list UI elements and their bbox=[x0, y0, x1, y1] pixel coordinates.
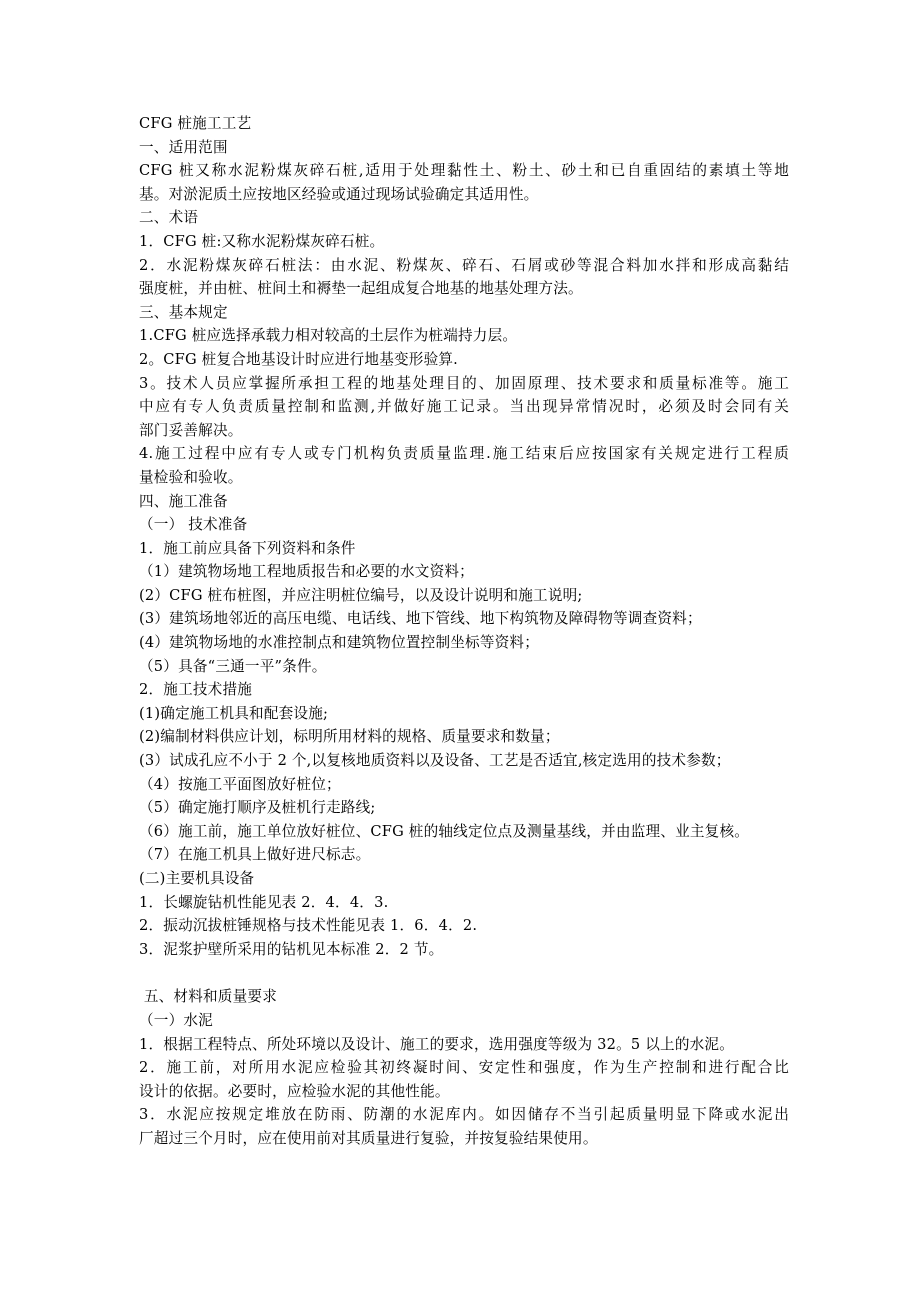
section-heading: 二、术语 bbox=[139, 209, 199, 227]
list-item-continuation: 中应有专人负责质量控制和监测,并做好施工记录。当出现异常情况时，必须及时会同有关 bbox=[139, 398, 789, 416]
list-item-continuation: 部门妥善解决。 bbox=[139, 421, 243, 439]
list-item: 1.CFG 桩应选择承载力相对较高的土层作为桩端持力层。 bbox=[139, 327, 518, 345]
sub-list-item: （6）施工前，施工单位放好桩位、CFG 桩的轴线定位点及测量基线，并由监理、业主复核。 bbox=[139, 822, 750, 840]
list-item: 2．振动沉拔桩锤规格与技术性能见表 1．6．4．2. bbox=[139, 917, 478, 935]
subsection-heading: （一） 技术准备 bbox=[139, 516, 248, 534]
list-item: 3．水泥应按规定堆放在防雨、防潮的水泥库内。如因储存不当引起质量明显下降或水泥出 bbox=[139, 1106, 789, 1124]
paragraph-line: CFG 桩又称水泥粉煤灰碎石桩,适用于处理黏性土、粉土、砂土和已自重固结的素填土等地 bbox=[139, 162, 789, 180]
section-heading: 五、材料和质量要求 bbox=[139, 988, 277, 1006]
document-body bbox=[139, 112, 789, 1151]
sub-list-item: (2）CFG 桩布桩图，并应注明桩位编号，以及设计说明和施工说明; bbox=[139, 586, 583, 604]
sub-list-item: （5）具备“三通一平”条件。 bbox=[139, 657, 327, 675]
sub-list-item: (1)确定施工机具和配套设施; bbox=[139, 704, 329, 722]
sub-list-item: （1）建筑物场地工程地质报告和必要的水文资料； bbox=[139, 563, 474, 581]
list-item: 2．施工技术措施 bbox=[139, 681, 253, 699]
list-item: 2．水泥粉煤灰碎石桩法：由水泥、粉煤灰、碎石、石屑或砂等混合料加水拌和形成高黏结 bbox=[139, 256, 789, 274]
list-item: 3。技术人员应掌握所承担工程的地基处理目的、加固原理、技术要求和质量标准等。施工 bbox=[139, 374, 789, 392]
document-title: CFG 桩施工工艺 bbox=[139, 115, 252, 132]
list-item-continuation: 设计的依据。必要时，应检验水泥的其他性能。 bbox=[139, 1082, 450, 1100]
subsection-heading: (二)主要机具设备 bbox=[139, 870, 255, 887]
paragraph-line: 基。对淤泥质土应按地区经验或通过现场试验确定其适用性。 bbox=[139, 185, 539, 203]
list-item: 1．CFG 桩:又称水泥粉煤灰碎石桩。 bbox=[139, 232, 385, 250]
subsection-heading: （一）水泥 bbox=[139, 1011, 213, 1029]
list-item-continuation: 量检验和验收。 bbox=[139, 468, 243, 486]
sub-list-item: (3）建筑场地邻近的高压电缆、电话线、地下管线、地下构筑物及障碍物等调查资料； bbox=[139, 610, 702, 628]
sub-list-item: （5）确定施打顺序及桩机行走路线; bbox=[139, 799, 376, 817]
section-heading: 一、适用范围 bbox=[139, 138, 228, 156]
list-item: 2．施工前，对所用水泥应检验其初终凝时间、安定性和强度，作为生产控制和进行配合比 bbox=[139, 1059, 789, 1077]
list-item: 1．长螺旋钻机性能见表 2．4．4．3. bbox=[139, 893, 389, 911]
list-item-continuation: 厂超过三个月时，应在使用前对其质量进行复验，并按复验结果使用。 bbox=[139, 1129, 598, 1147]
list-item-continuation: 强度桩，并由桩、桩间土和褥垫一起组成复合地基的地基处理方法。 bbox=[139, 280, 583, 298]
sub-list-item: (3）试成孔应不小于 2 个,以复核地质资料以及设备、工艺是否适宜,核定选用的技术参数； bbox=[139, 752, 731, 770]
sub-list-item: （4）按施工平面图放好桩位； bbox=[139, 775, 341, 793]
paragraph-gap bbox=[139, 961, 789, 985]
list-item: 1．施工前应具备下列资料和条件 bbox=[139, 539, 356, 557]
sub-list-item: (2)编制材料供应计划，标明所用材料的规格、质量要求和数量； bbox=[139, 728, 560, 746]
sub-list-item: （7）在施工机具上做好进尺标志。 bbox=[139, 846, 371, 864]
list-item: 3．泥浆护壁所采用的钻机见本标准 2．2 节。 bbox=[139, 940, 444, 958]
section-heading: 三、基本规定 bbox=[139, 303, 228, 321]
sub-list-item: (4）建筑物场地的水准控制点和建筑物位置控制坐标等资料； bbox=[139, 634, 540, 652]
list-item: 4.施工过程中应有专人或专门机构负责质量监理.施工结束后应按国家有关规定进行工程质 bbox=[139, 445, 789, 463]
list-item: 1．根据工程特点、所处环境以及设计、施工的要求，选用强度等级为 32。5 以上的水泥。 bbox=[139, 1035, 734, 1053]
list-item: 2。CFG 桩复合地基设计时应进行地基变形验算. bbox=[139, 350, 459, 368]
section-heading: 四、施工准备 bbox=[139, 492, 228, 510]
